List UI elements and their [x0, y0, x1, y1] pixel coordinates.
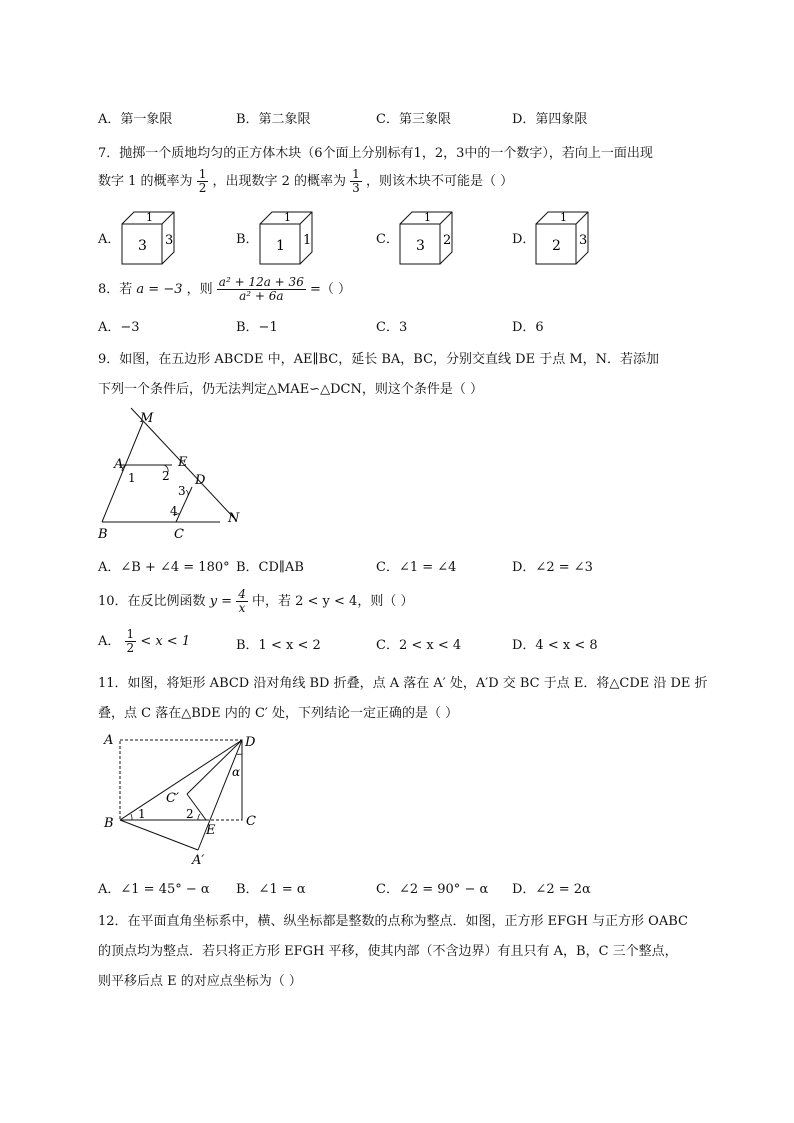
q10-option-c: C．2 < x < 4 [376, 638, 462, 653]
cube-top-label: 1 [424, 211, 431, 224]
q10-option-a-tail: < x < 1 [140, 634, 191, 649]
point-n-label: N [228, 511, 240, 526]
q7-option-b-label: B． [236, 232, 259, 247]
q10-option-a-label: A． [98, 634, 121, 649]
q7-option-d-label: D． [512, 232, 536, 247]
q10-func-y: y = [209, 594, 233, 609]
point-b-label: B [104, 816, 114, 831]
q9-option-d: D．∠2 = ∠3 [512, 560, 593, 575]
cube-front-label: 2 [552, 238, 561, 254]
q9-options [98, 556, 718, 576]
q8-suffix: =（ ） [309, 282, 351, 297]
q8-denominator: a² + 6a [239, 289, 284, 303]
q10-suffix: 中，若 2 < y < 4，则（ ） [251, 594, 414, 609]
q11-option-d: D．∠2 = 2α [512, 882, 591, 897]
q11-option-c: C．∠2 = 90° − α [376, 882, 489, 897]
cube-side-label: 1 [303, 233, 312, 248]
q10-option-a-num: 1 [126, 627, 135, 641]
q11-line1: 11．如图，将矩形 ABCD 沿对角线 BD 折叠，点 A 落在 A′ 处，A′D 交 BC 于点 E．将△CDE 沿 DE 折 [98, 676, 708, 691]
q6-options [98, 108, 718, 128]
q9-line2: 下列一个条件后，仍无法判定△MAE∽△DCN，则这个条件是（ ） [98, 382, 483, 397]
q9-option-b: B．CD∥AB [236, 560, 304, 575]
q8-option-c: C．3 [376, 320, 408, 335]
q11-option-a: A．∠1 = 45° − α [98, 882, 210, 897]
q7-text-b: ，出现数字 2 的概率为 [212, 174, 347, 189]
q8-condition: a = −3 [136, 282, 183, 297]
q10-options [98, 628, 718, 656]
angle-3-label: 3 [178, 484, 186, 498]
angle-2-label: 2 [186, 807, 194, 821]
q10-prefix: 10．在反比例函数 [98, 594, 206, 609]
angle-4-label: 4 [170, 504, 178, 518]
cube-side-label: 2 [443, 233, 452, 248]
q7-frac1-den: 2 [198, 181, 207, 195]
q6-option-d: D．第四象限 [512, 112, 588, 127]
q8-mid: ，则 [186, 282, 213, 297]
point-e-label: E [206, 823, 216, 838]
q7-text-c: ，则该木块不可能是（ ） [365, 174, 514, 189]
angle-1-label: 1 [128, 471, 136, 485]
q7-fraction-1 [197, 168, 209, 195]
cube-icon [258, 210, 320, 268]
cube-icon [534, 210, 596, 268]
q10-func-num: 4 [238, 587, 246, 601]
cube-side-label: 3 [579, 233, 588, 248]
q10-option-a-fraction [125, 628, 137, 655]
q11-figure [100, 730, 270, 870]
q9-figure [94, 404, 254, 542]
angle-2-label: 2 [162, 469, 170, 483]
cube-icon [398, 210, 460, 268]
q10-option-a-den: 2 [126, 641, 135, 655]
q9-option-a: A．∠B + ∠4 = 180° [98, 560, 230, 575]
q7-frac2-den: 3 [352, 181, 360, 195]
q10-option-a [98, 628, 190, 655]
point-d-label: D [245, 735, 256, 750]
q10-option-d: D．4 < x < 8 [512, 638, 598, 653]
q7-line1: 7．抛掷一个质地均匀的正方体木块（6个面上分别标有1，2，3中的一个数字），若向上一面出现 [98, 146, 653, 161]
q8-option-b: B．−1 [236, 320, 278, 335]
q7-frac2-num: 1 [352, 167, 360, 181]
q8-numerator: a² + 12a + 36 [218, 275, 304, 289]
angle-alpha-label: α [232, 765, 241, 779]
q12-line3: 则平移后点 E 的对应点坐标为（ ） [98, 974, 302, 989]
q10-stem [98, 588, 413, 615]
q8-option-d: D．6 [512, 320, 544, 335]
q12-line2: 的顶点均为整点．若只将正方形 EFGH 平移，使其内部（不含边界）有且只有 A，B，C 三个整点， [98, 944, 678, 959]
q7-line2 [98, 168, 513, 195]
q10-func-den: x [238, 601, 246, 615]
point-e-label: E [178, 455, 188, 470]
q12-line1: 12．在平面直角坐标系中，横、纵坐标都是整数的点称为整点．如图，正方形 EFGH 与正方形 OABC [98, 914, 688, 929]
cube-side-label: 3 [165, 233, 174, 248]
q10-func-fraction [236, 588, 248, 615]
point-a-prime-label: A′ [192, 853, 205, 868]
q8-prefix: 8．若 [98, 282, 133, 297]
q9-line1: 9．如图，在五边形 ABCDE 中，AE∥BC，延长 BA，BC，分别交直线 DE 于点 M，N．若添加 [98, 352, 660, 367]
cube-top-label: 1 [284, 211, 291, 224]
angle-1-label: 1 [138, 807, 146, 821]
q9-option-c: C．∠1 = ∠4 [376, 560, 457, 575]
point-d-label: D [195, 473, 206, 488]
point-b-label: B [98, 527, 108, 542]
q7-text-a: 数字 1 的概率为 [98, 174, 193, 189]
q6-option-b: B．第二象限 [236, 112, 311, 127]
q7-frac1-num: 1 [198, 167, 207, 181]
cube-front-label: 1 [276, 238, 285, 254]
point-a-label: A [104, 733, 114, 748]
q10-option-b: B．1 < x < 2 [236, 638, 321, 653]
cube-top-label: 1 [560, 211, 567, 224]
q8-stem [98, 276, 351, 303]
q8-option-a: A．−3 [98, 320, 140, 335]
q8-options [98, 316, 718, 336]
cube-icon [120, 210, 182, 268]
q11-option-b: B．∠1 = α [236, 882, 306, 897]
point-c-label: C [174, 527, 184, 542]
cube-top-label: 1 [146, 211, 153, 224]
cube-front-label: 3 [416, 238, 425, 254]
cube-front-label: 3 [138, 238, 147, 254]
point-a-label: A [114, 457, 124, 472]
point-c-label: C [246, 814, 256, 829]
q6-option-c: C．第三象限 [376, 112, 451, 127]
q7-fraction-2 [350, 168, 362, 195]
q7-options [98, 210, 718, 270]
q7-option-c-label: C． [376, 232, 399, 247]
point-m-label: M [140, 411, 154, 426]
q11-options [98, 878, 718, 898]
q11-line2: 叠，点 C 落在△BDE 内的 C′ 处，下列结论一定正确的是（ ） [98, 706, 459, 721]
q6-option-a: A．第一象限 [98, 112, 173, 127]
q7-option-a-label: A． [98, 232, 121, 247]
q8-fraction [217, 276, 306, 303]
point-c-prime-label: C′ [166, 791, 179, 806]
